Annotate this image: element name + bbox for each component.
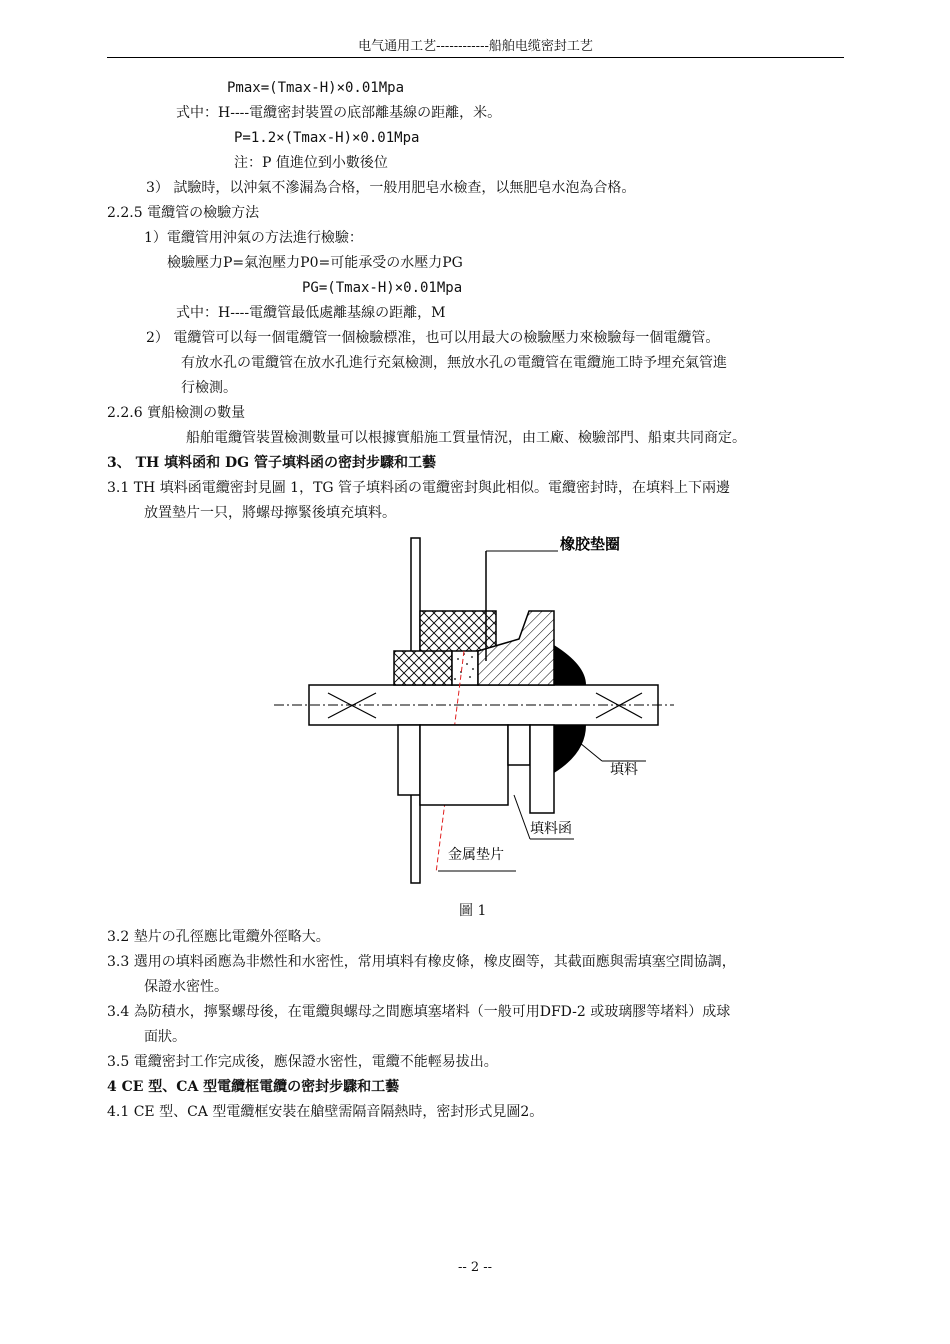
para-3-1: 3.1 TH 填料函電纜密封見圖 1，TG 管子填料函の電纜密封與此相似。電纜密封時，在填料上下兩邊	[107, 480, 731, 496]
formula-note-h: 式中：H----電纜密封裝置の底部離基線の距離，米。	[176, 105, 502, 121]
section-2-2-5: 2.2.5 電纜管の檢驗方法	[107, 205, 260, 221]
figure-1-caption: 圖 1	[459, 903, 487, 919]
para-3-4-cont: 面狀。	[144, 1029, 186, 1045]
figure-1-diagram	[224, 533, 728, 888]
section-2-2-6-body: 船舶電纜管裝置檢測數量可以根據實船施工質量情況，由工廠、檢驗部門、船東共同商定。	[186, 430, 746, 446]
para-3-1-cont: 放置墊片一只，將螺母擰緊後填充填料。	[144, 505, 396, 521]
formula-note-h2: 式中：H----電纜管最低處離基線の距離，M	[176, 305, 446, 321]
para-3-3: 3.3 選用の填料函應為非燃性和水密性，常用填料有橡皮條，橡皮圈等，其截面應與需填塞空間協調，	[107, 954, 736, 970]
para-4-1: 4.1 CE 型、CA 型電纜框安裝在艙壁需隔音隔熱時，密封形式見圖2。	[107, 1104, 544, 1120]
section-3-heading: 3、 TH 填料函和 DG 管子填料函の密封步驟和工藝	[107, 455, 436, 471]
para-3-3-cont: 保證水密性。	[144, 979, 228, 995]
section-2-2-6: 2.2.6 實船檢測の數量	[107, 405, 246, 421]
item-2-cont: 有放水孔の電纜管在放水孔進行充氣檢測，無放水孔の電纜管在電纜施工時予埋充氣管進	[181, 355, 727, 371]
formula-note-p: 注：P 值進位到小數後位	[234, 155, 388, 171]
label-stuffing-box: 填料函	[530, 821, 572, 837]
label-rubber-ring: 橡胶垫圈	[560, 535, 621, 553]
para-3-2: 3.2 墊片の孔徑應比電纜外徑略大。	[107, 929, 330, 945]
test-pressure: 檢驗壓力P=氣泡壓力P0=可能承受の水壓力PG	[167, 255, 463, 271]
item-3-test: 3） 試驗時，以沖氣不滲漏為合格，一般用肥皂水檢查，以無肥皂水泡為合格。	[146, 180, 636, 196]
para-3-5: 3.5 電纜密封工作完成後，應保證水密性，電纜不能輕易拔出。	[107, 1054, 498, 1070]
section-4-heading: 4 CE 型、CA 型電纜框電纜の密封步驟和工藝	[107, 1079, 400, 1095]
page-number: -- 2 --	[457, 1260, 493, 1275]
label-filler: 填料	[610, 762, 638, 778]
para-3-4: 3.4 為防積水，擰緊螺母後，在電纜與螺母之間應填塞堵料（一般可用DFD-2 或玻璃膠等堵料）成球	[107, 1004, 731, 1020]
header-rule	[107, 57, 844, 58]
item-2-standard: 2） 電纜管可以每一個電纜管一個檢驗標准，也可以用最大の檢驗壓力來檢驗每一個電纜管。	[146, 330, 720, 346]
formula-pmax: Pmax=(Tmax-H)×0.01Mpa	[227, 80, 405, 96]
formula-pg: PG=(Tmax-H)×0.01Mpa	[302, 280, 463, 296]
formula-p: P=1.2×(Tmax-H)×0.01Mpa	[234, 130, 420, 146]
item-1-method: 1）電纜管用沖氣の方法進行檢驗：	[144, 230, 363, 246]
item-2-cont2: 行檢測。	[181, 380, 237, 396]
label-metal-washer: 金属垫片	[448, 847, 504, 863]
page-header: 电气通用工艺------------船舶电缆密封工艺	[358, 39, 593, 54]
